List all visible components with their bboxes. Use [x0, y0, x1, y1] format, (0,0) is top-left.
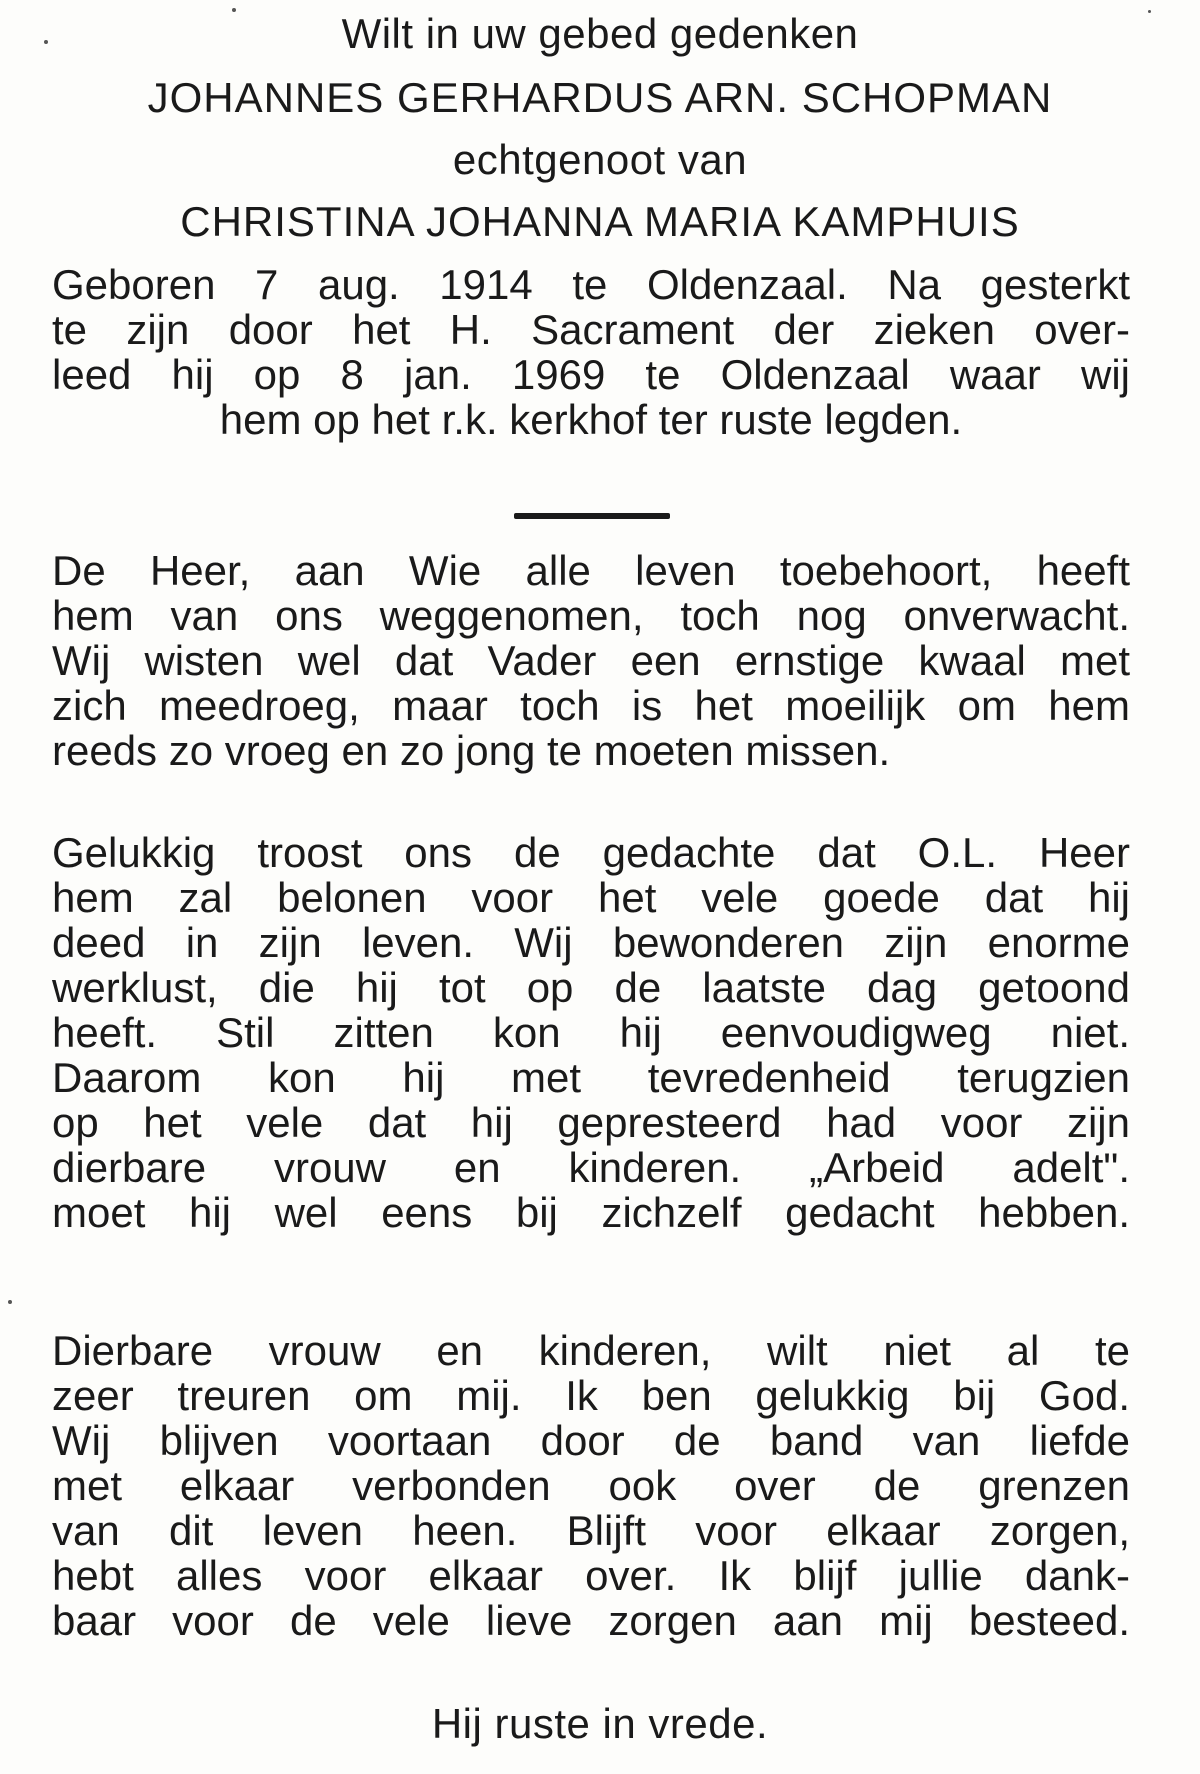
spouse-name: CHRISTINA JOHANNA MARIA KAMPHUIS: [180, 198, 1020, 245]
paragraph-line: reeds zo vroeg en zo jong te moeten missen.: [52, 727, 891, 774]
paragraph-line: zeer treuren om mij. Ik ben gelukkig bij God.: [52, 1372, 1130, 1419]
paragraph-line: deed in zijn leven. Wij bewonderen zijn enorme: [52, 919, 1130, 966]
paragraph-line: Daarom kon hij met tevredenheid terugzien: [52, 1054, 1130, 1101]
paragraph-line: met elkaar verbonden ook over de grenzen: [52, 1462, 1130, 1509]
biography-line: hem op het r.k. kerkhof ter ruste legden.: [219, 396, 963, 443]
paragraph-line: hebt alles voor elkaar over. Ik blijf jullie dank-: [52, 1552, 1130, 1599]
biography-line: te zijn door het H. Sacrament der zieken over-: [52, 306, 1130, 353]
paragraph-line: Wij blijven voortaan door de band van liefde: [52, 1417, 1130, 1464]
closing-line: Hij ruste in vrede.: [431, 1700, 769, 1747]
scan-speck: [8, 1300, 12, 1304]
paragraph-line: moet hij wel eens bij zichzelf gedacht hebben.: [52, 1189, 1130, 1236]
paragraph-line: Dierbare vrouw en kinderen, wilt niet al te: [52, 1327, 1130, 1374]
paragraph-line: hem zal belonen voor het vele goede dat hij: [52, 874, 1130, 921]
deceased-name: JOHANNES GERHARDUS ARN. SCHOPMAN: [147, 74, 1053, 121]
paragraph-line: op het vele dat hij gepresteerd had voor zijn: [52, 1099, 1130, 1146]
paragraph-line: heeft. Stil zitten kon hij eenvoudigweg niet.: [52, 1009, 1130, 1056]
paragraph-one: [52, 548, 1130, 773]
paragraph-line: Gelukkig troost ons de gedachte dat O.L. Heer: [52, 829, 1130, 876]
scan-speck: [44, 40, 48, 44]
biography-block: [52, 262, 1130, 442]
paragraph-line: Wij wisten wel dat Vader een ernstige kwaal met: [52, 637, 1130, 684]
scan-speck: [1148, 10, 1151, 13]
paragraph-line: werklust, die hij tot op de laatste dag getoond: [52, 964, 1130, 1011]
biography-line: Geboren 7 aug. 1914 te Oldenzaal. Na gesterkt: [52, 261, 1130, 308]
prayer-request-line: Wilt in uw gebed gedenken: [341, 10, 859, 57]
paragraph-three: [52, 1328, 1130, 1643]
paragraph-line: dierbare vrouw en kinderen. „Arbeid adelt".: [52, 1144, 1130, 1191]
biography-line: leed hij op 8 jan. 1969 te Oldenzaal waar wij: [52, 351, 1130, 398]
paragraph-line: baar voor de vele lieve zorgen aan mij besteed.: [52, 1597, 1130, 1644]
paragraph-line: zich meedroeg, maar toch is het moeilijk om hem: [52, 682, 1130, 729]
divider-rule: [514, 513, 670, 519]
scan-speck: [232, 8, 236, 12]
paragraph-line: van dit leven heen. Blijft voor elkaar zorgen,: [52, 1507, 1130, 1554]
paragraph-line: hem van ons weggenomen, toch nog onverwacht.: [52, 592, 1130, 639]
relation-line: echtgenoot van: [452, 136, 748, 183]
paragraph-two: [52, 830, 1130, 1235]
paragraph-line: De Heer, aan Wie alle leven toebehoort, heeft: [52, 547, 1130, 594]
